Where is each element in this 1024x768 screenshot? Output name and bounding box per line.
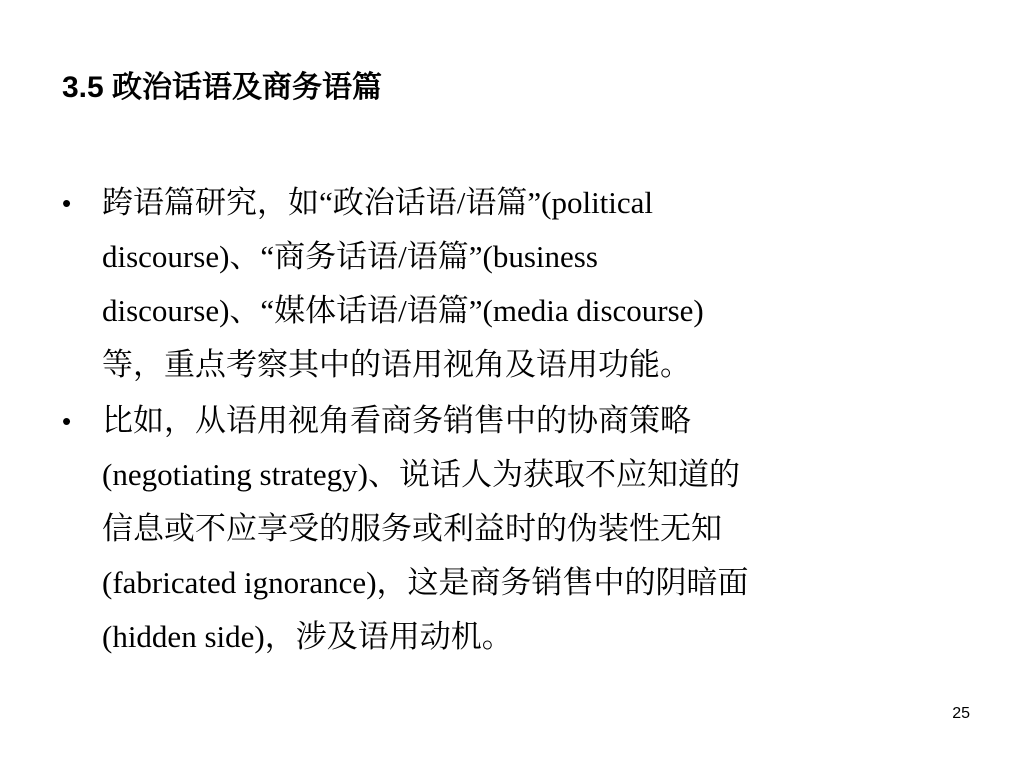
bullet-item-cross-discourse	[62, 176, 942, 392]
bullet-line: 信息或不应享受的服务或利益时的伪装性无知	[102, 511, 722, 546]
bullet-line: (negotiating strategy)、说话人为获取不应知道的	[102, 457, 740, 492]
bullet-item-business-sales	[62, 394, 942, 664]
bullet-line: 比如，从语用视角看商务销售中的协商策略	[102, 403, 691, 438]
bullet-line: 跨语篇研究，如“政治话语/语篇”(political	[102, 185, 654, 220]
bullet-line: 等，重点考察其中的语用视角及语用功能。	[102, 347, 691, 382]
bullet-list	[62, 176, 942, 664]
bullet-dot-icon: •	[62, 406, 72, 436]
page-number: 25	[952, 705, 970, 722]
bullet-line: (hidden side)，涉及语用动机。	[102, 619, 513, 654]
bullet-line: discourse)、“媒体话语/语篇”(media discourse)	[102, 293, 704, 328]
bullet-line: discourse)、“商务话语/语篇”(business	[102, 239, 598, 274]
bullet-line: (fabricated ignorance)，这是商务销售中的阴暗面	[102, 565, 749, 600]
bullet-dot-icon: •	[62, 188, 72, 218]
slide-title: 3.5 政治话语及商务语篇	[62, 71, 383, 104]
